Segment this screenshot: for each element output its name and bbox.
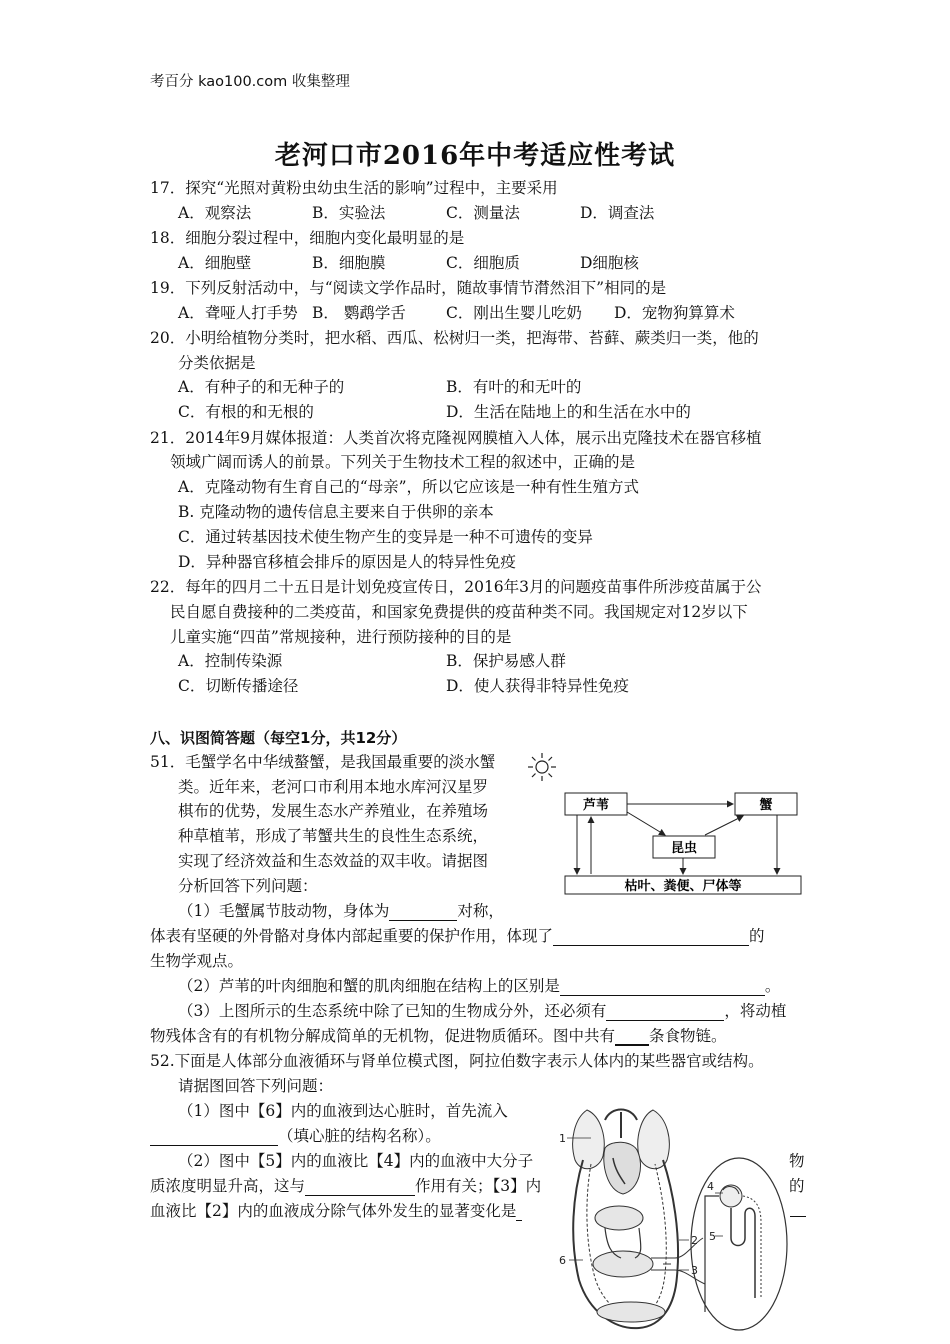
q51-line5: 实现了经济效益和生态效益的双丰收。请据图 <box>178 852 489 870</box>
heart <box>604 1142 641 1194</box>
q21-option-c: C．通过转基因技术使生物产生的变异是一种不可遗传的变异 <box>178 528 593 546</box>
q51-blank-cell-difference[interactable] <box>560 979 765 996</box>
q21-stem-line2: 领域广阔而诱人的前景。下列关于生物技术工程的叙述中，正确的是 <box>170 453 636 471</box>
renal-tubule <box>731 1208 755 1298</box>
q51-line2: 类。近年来，老河口市利用本地水库河汉星罗 <box>178 778 489 796</box>
q18-option-a: A．细胞壁 <box>178 254 252 272</box>
q21-stem-line1: 21．2014年9月媒体报道：人类首次将克隆视网膜植入人体，展示出克隆技术在器官移植 <box>150 429 762 447</box>
q20-stem-line2: 分类依据是 <box>178 354 256 372</box>
label-6: 6 <box>559 1254 566 1267</box>
q17-option-c: C．测量法 <box>446 204 520 222</box>
q52-part2-text-b: 物 <box>789 1152 805 1170</box>
page-header: 考百分 kao100.com 收集整理 <box>150 74 350 90</box>
q52-part2-text-d: 作用有关；【3】内 <box>415 1177 542 1195</box>
q51-part3-text-c: 物残体含有的有机物分解成简单的无机物，促进物质循环。图中共有 <box>150 1027 616 1045</box>
q20-stem-line1: 20．小明给植物分类时，把水稻、西瓜、松树归一类，把海带、苔藓、蕨类归一类，他的 <box>150 329 759 347</box>
q18-option-d: D细胞核 <box>580 254 639 272</box>
q52-blank-change-start[interactable] <box>516 1204 522 1221</box>
q52-line2: 请据图回答下列问题： <box>178 1077 334 1095</box>
q18-option-c: C．细胞质 <box>446 254 520 272</box>
crab-label: 蟹 <box>759 798 773 813</box>
q52-part2-text-e: 的 <box>789 1177 805 1195</box>
q21-option-a: A．克隆动物有生育自己的“母亲”，所以它应该是一种有性生殖方式 <box>178 478 640 496</box>
q52-part2-text-f: 血液比【2】内的血液成分除气体外发生的显著变化是 <box>150 1202 517 1220</box>
q51-line1: 51．毛蟹学名中华绒螯蟹，是我国最重要的淡水蟹 <box>150 753 496 771</box>
q19-option-b: B． 鹦鹉学舌 <box>312 304 406 322</box>
q51-line6: 分析回答下列问题： <box>178 877 318 895</box>
q22-option-d: D．使人获得非特异性免疫 <box>446 677 629 695</box>
q51-part3-line1 <box>178 1001 786 1021</box>
q17-option-d: D．调查法 <box>580 204 655 222</box>
q19-stem: 19．下列反射活动中，与“阅读文学作品时，随故事情节潸然泪下”相同的是 <box>150 279 667 297</box>
q51-part2-text-a: （2）芦苇的叶肉细胞和蟹的肌肉细胞在结构上的区别是 <box>178 977 560 995</box>
q51-blank-symmetry[interactable] <box>389 904 457 921</box>
sun-icon <box>528 753 556 781</box>
q51-line4: 种草植苇，形成了苇蟹共生的良性生态系统， <box>178 827 489 845</box>
q52-part1-text-b: （填心脏的结构名称）。 <box>278 1127 441 1145</box>
q20-option-b: B．有叶的和无叶的 <box>446 378 582 396</box>
q52-part1-text-a: （1）图中【6】内的血液到达心脏时，首先流入 <box>178 1102 508 1120</box>
q20-option-a: A．有种子的和无种子的 <box>178 378 345 396</box>
label-3: 3 <box>691 1264 698 1277</box>
q22-option-c: C．切断传播途径 <box>178 677 299 695</box>
label-1: 1 <box>559 1132 566 1145</box>
circulation-diagram <box>555 1098 795 1340</box>
q19-option-a: A．聋哑人打手势 <box>178 304 298 322</box>
q18-option-b: B．细胞膜 <box>312 254 386 272</box>
insect-label: 昆虫 <box>670 841 698 856</box>
tissue-capillaries <box>597 1302 665 1322</box>
q17-option-a: A．观察法 <box>178 204 252 222</box>
ecosystem-diagram <box>525 748 805 896</box>
q22-stem-line2: 民自愿自费接种的二类疫苗，和国家免费提供的疫苗种类不同。我国规定对12岁以下 <box>170 603 748 621</box>
q20-option-d: D．生活在陆地上的和生活在水中的 <box>446 403 691 421</box>
q52-blank-filtration[interactable] <box>305 1179 415 1196</box>
glomerulus <box>720 1185 742 1207</box>
q19-option-d: D．宠物狗算算术 <box>614 304 735 322</box>
q17-option-b: B．实验法 <box>312 204 386 222</box>
q51-blank-food-chains[interactable] <box>615 1028 649 1046</box>
q22-option-a: A．控制传染源 <box>178 652 283 670</box>
q52-part2-line3 <box>150 1201 522 1221</box>
q51-part1-text-a: （1）毛蟹属节肢动物，身体为 <box>178 902 390 920</box>
q19-option-c: C．刚出生婴儿吃奶 <box>446 304 582 322</box>
q52-line1: 52.下面是人体部分血液循环与肾单位模式图，阿拉伯数字表示人体内的某些器官或结构。 <box>150 1052 764 1070</box>
q51-part1-line2 <box>150 926 765 946</box>
label-2: 2 <box>691 1234 698 1247</box>
q51-part3-text-d: 条食物链。 <box>649 1027 727 1045</box>
q22-stem-line1: 22．每年的四月二十五日是计划免疫宣传日，2016年3月的问题疫苗事件所涉疫苗属于公 <box>150 578 762 596</box>
reed-label: 芦苇 <box>582 798 610 813</box>
q21-option-d: D．异种器官移植会排斥的原因是人的特异性免疫 <box>178 553 516 571</box>
q51-part2-text-b: 。 <box>764 977 781 995</box>
q52-part1-line2 <box>150 1126 441 1146</box>
q52-part2-text-a: （2）图中【5】内的血液比【4】内的血液中大分子 <box>178 1152 534 1170</box>
q51-part3-line2 <box>150 1026 727 1046</box>
q51-part1-text-b: 对称， <box>457 902 504 920</box>
q51-part1-text-d: 的 <box>749 927 765 945</box>
q51-line3: 棋布的优势，发展生态水产养殖业，在养殖场 <box>178 802 489 820</box>
q52-blank-heart-chamber[interactable] <box>150 1129 278 1146</box>
exam-title: 老河口市2016年中考适应性考试 <box>274 141 676 171</box>
q51-part1-text-c: 体表有坚硬的外骨骼对身体内部起重要的保护作用，体现了 <box>150 927 554 945</box>
intestine-organ <box>595 1206 643 1230</box>
left-lung <box>573 1110 605 1169</box>
q52-part2-line2 <box>150 1176 541 1196</box>
q18-stem: 18．细胞分裂过程中，细胞内变化最明显的是 <box>150 229 465 247</box>
right-lung <box>638 1110 670 1169</box>
q52-part2-text-c: 质浓度明显升高，这与 <box>150 1177 306 1195</box>
q51-part1-text-e: 生物学观点。 <box>150 952 244 970</box>
q51-blank-decomposer[interactable] <box>606 1004 724 1021</box>
q51-blank-viewpoint[interactable] <box>553 929 749 946</box>
q51-part3-text-b: ，将动植 <box>724 1002 787 1020</box>
q22-stem-line3: 儿童实施“四苗”常规接种，进行预防接种的目的是 <box>170 628 512 646</box>
q17-stem: 17．探究“光照对黄粉虫幼虫生活的影响”过程中，主要采用 <box>150 179 558 197</box>
q21-option-b: B. 克隆动物的遗传信息主要来自于供卵的亲本 <box>178 503 494 521</box>
q51-part2-line <box>178 976 780 996</box>
q51-part1-line1 <box>178 901 504 921</box>
q22-option-b: B．保护易感人群 <box>446 652 566 670</box>
section-heading: 八、识图简答题（每空1分，共12分） <box>150 729 407 747</box>
label-4: 4 <box>707 1180 714 1193</box>
label-5: 5 <box>709 1230 716 1243</box>
kidney-organ <box>593 1251 653 1277</box>
q51-part3-text-a: （3）上图所示的生态系统中除了已知的生物成分外，还必须有 <box>178 1002 607 1020</box>
q20-option-c: C．有根的和无根的 <box>178 403 314 421</box>
detritus-label: 枯叶、粪便、尸体等 <box>624 879 742 894</box>
